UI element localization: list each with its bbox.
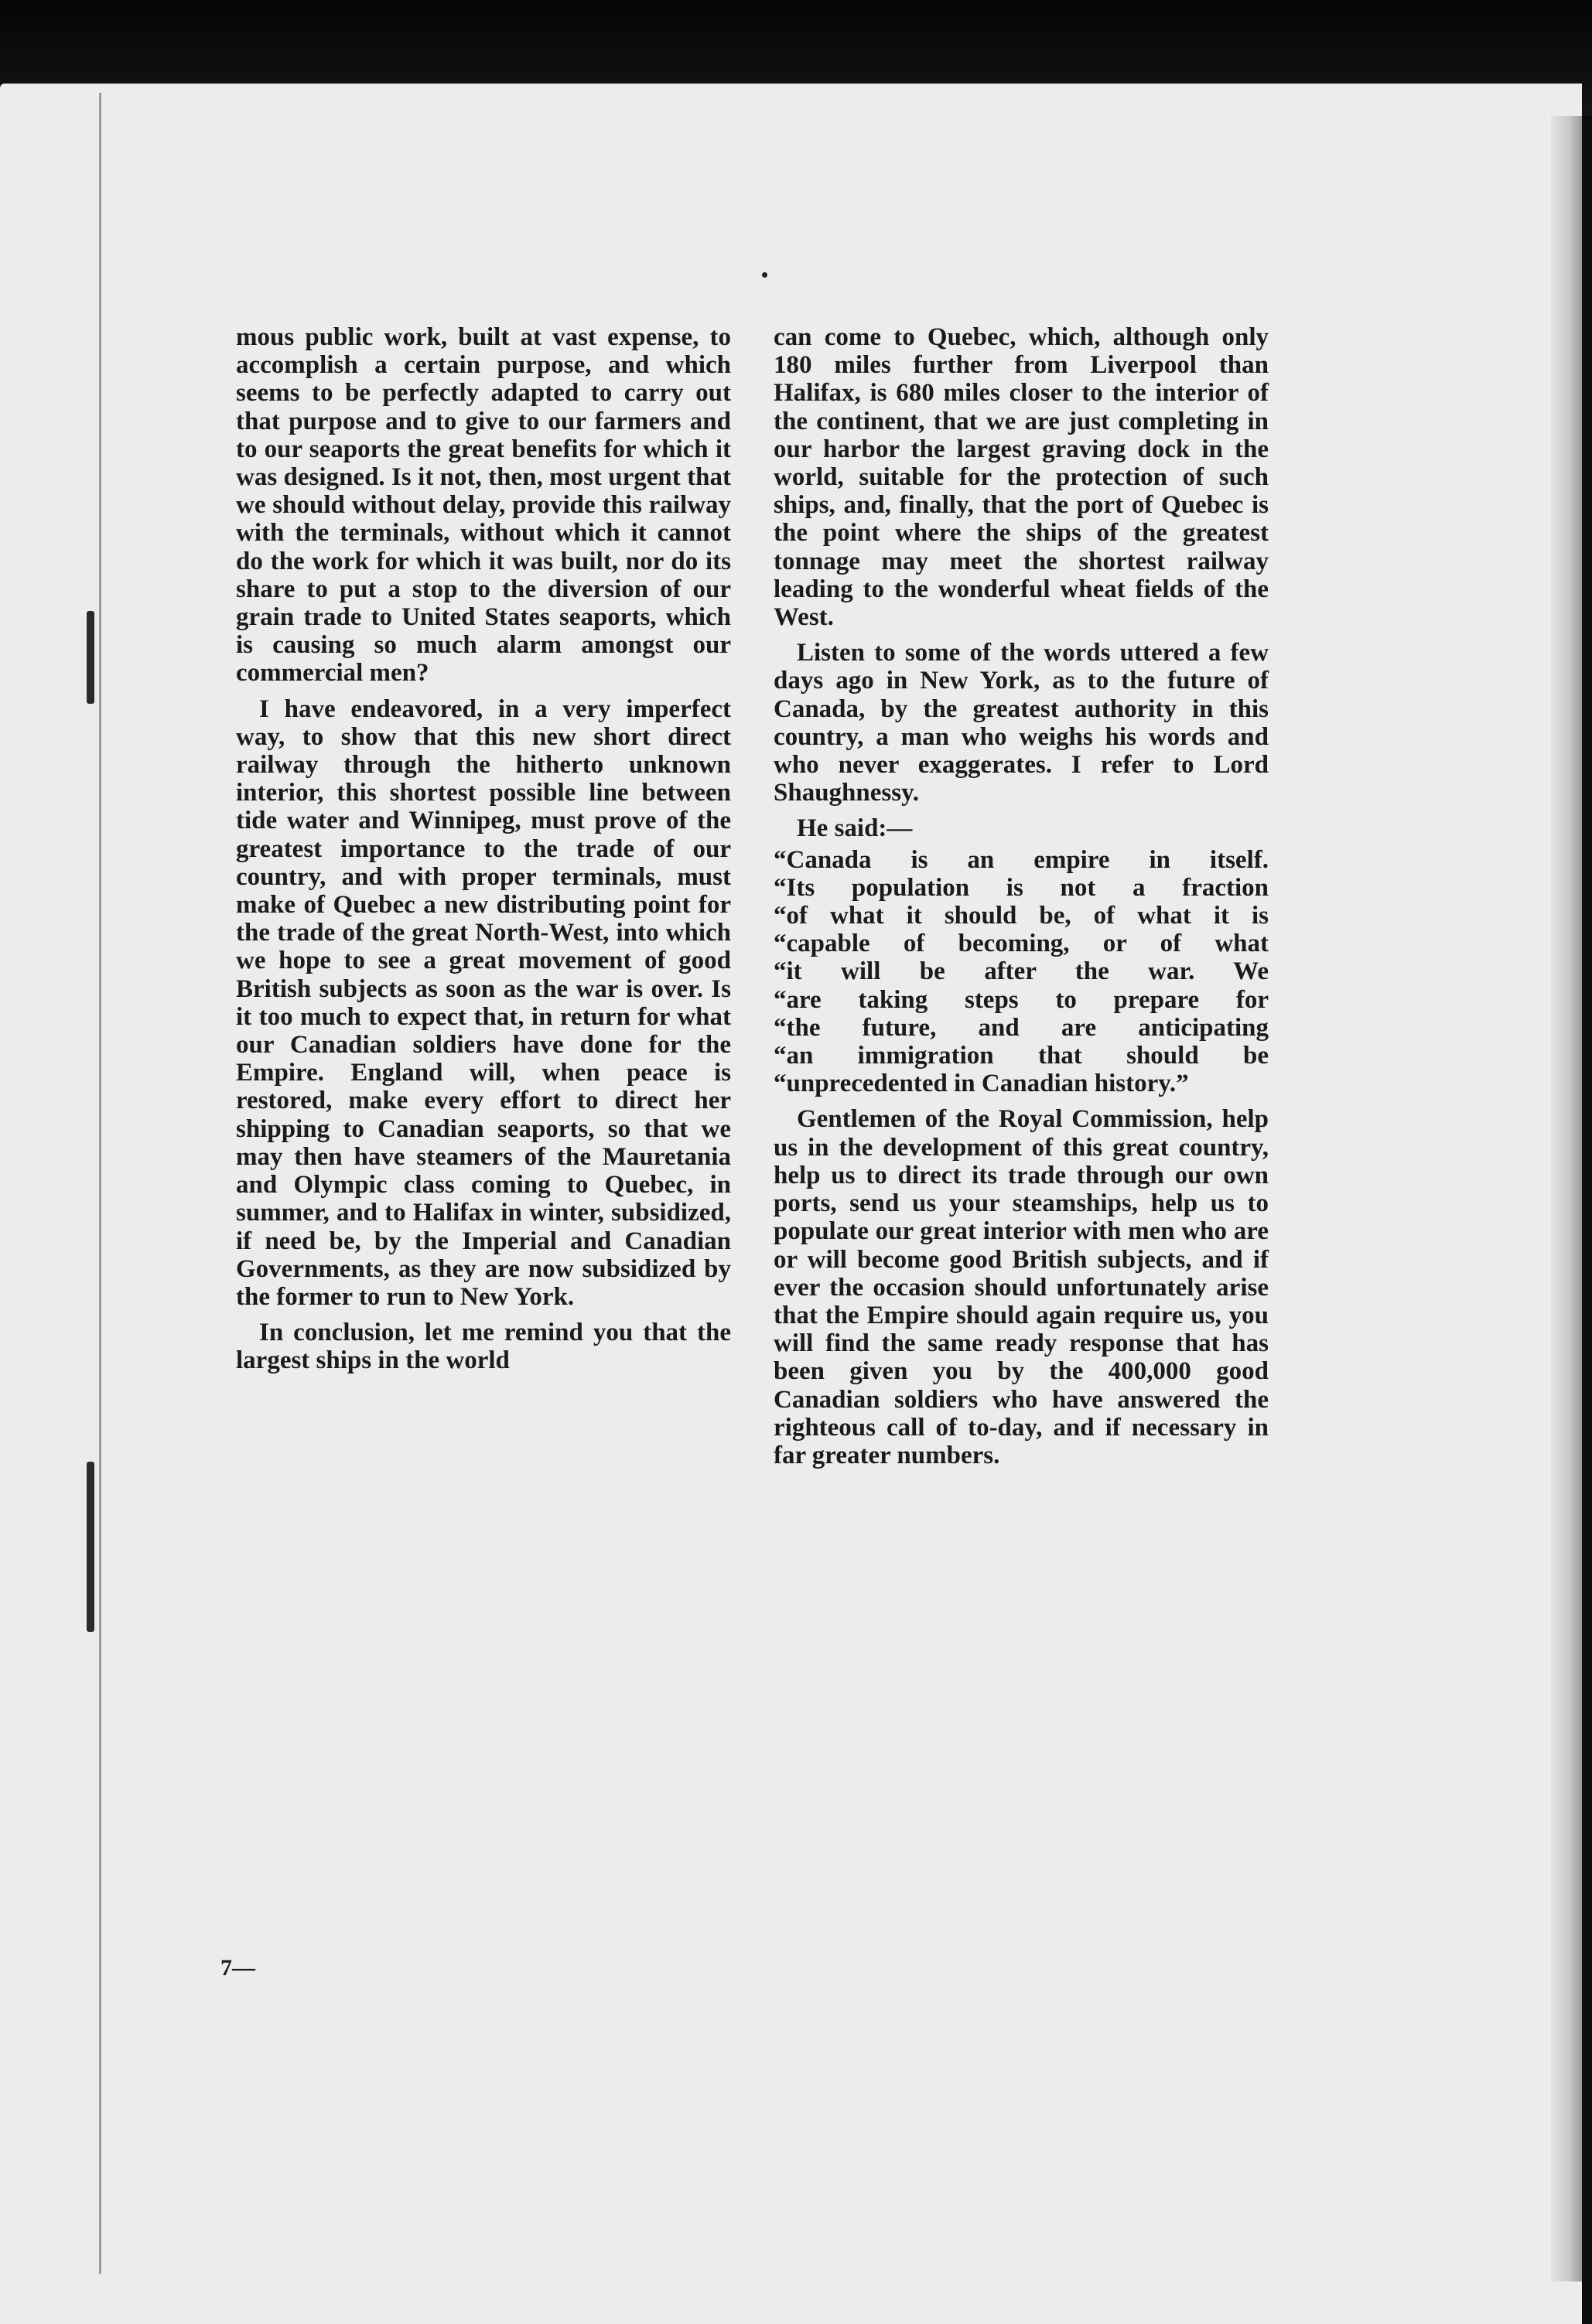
binding-mark-lower bbox=[87, 1462, 94, 1632]
quote-line: “of what it should be, of what it is bbox=[774, 902, 1269, 930]
ink-speck bbox=[762, 272, 767, 278]
page-number: 7— bbox=[220, 1955, 255, 1981]
quote-line: “it will be after the war. We bbox=[774, 957, 1269, 986]
right-text-column bbox=[774, 323, 1269, 1477]
quote-line: “unprecedented in Canadian history.” bbox=[774, 1070, 1189, 1098]
body-paragraph: mous public work, built at vast expense, to accomplish a certain purpose, and which seems to be perfectly adapted to carry out that purpose and to give to our farmers and to our seaports the great benefits for which it was designed. Is it not, then, most urgent that we should without delay, provide this railway with the terminals, without which it cannot do the work for which it was built, nor do its share to put a stop to the diversion of our grain trade to United States seaports, which is causing so much alarm amongst our commercial men? bbox=[236, 323, 731, 688]
page-edge-shadow bbox=[1551, 116, 1582, 2281]
quote-line: “capable of becoming, or of what bbox=[774, 930, 1269, 958]
body-paragraph: In conclusion, let me remind you that the largest ships in the world bbox=[236, 1319, 731, 1375]
quote-line: “Canada is an empire in itself. bbox=[774, 845, 1269, 874]
lord-shaughnessy-quote bbox=[774, 846, 1269, 1098]
quote-line: “the future, and are anticipating bbox=[774, 1013, 1269, 1042]
binding-mark-upper bbox=[87, 611, 94, 704]
body-paragraph: I have endeavored, in a very imperfect way, to show that this new short direct railway through the hitherto unknown interior, this shortest possible line between tide water and Winnipeg, must prove of the greatest importance to the trade of our country, and with proper terminals, must make of Quebec a new distributing point for the trade of the great North-West, into which we hope to see a great movement of good British subjects as soon as the war is over. Is it too much to expect that, in return for what our Canadian soldiers have done for the Empire. England will, when peace is restored, make every effort to direct her shipping to Canadian seaports, so that we may then have steamers of the Mauretania and Olympic class coming to Quebec, in summer, and to Halifax in winter, subsidized, if need be, by the Imperial and Canadian Governments, as they are now subsidized by the former to run to New York. bbox=[236, 694, 731, 1311]
quote-line: “an immigration that should be bbox=[774, 1042, 1269, 1070]
quote-line: “Its population is not a fraction bbox=[774, 873, 1269, 902]
body-paragraph: Listen to some of the words uttered a few days ago in New York, as to the future of Canada, by the greatest authority in this country, a man who weighs his words and who never exaggerates. I refer to Lord Shaughnessy. bbox=[774, 639, 1269, 807]
quote-intro: He said:— bbox=[797, 814, 913, 843]
body-paragraph: Gentlemen of the Royal Commission, help us in the development of this great country, help us to direct its trade through our own ports, send us your steamships, help us to populate our great interior with men who are or will become good British subjects, and if ever the occasion should unfortunately arise that the Empire should again require us, you will find the same ready response that has been given you by the 400,000 good Canadian soldiers who have answered the righteous call of to-day, and if necessary in far greater numbers. bbox=[774, 1105, 1269, 1469]
binding-gutter-line bbox=[99, 93, 101, 2274]
left-text-column bbox=[236, 323, 731, 1383]
quote-line: “are taking steps to prepare for bbox=[774, 985, 1269, 1014]
body-paragraph: can come to Quebec, which, although only 180 miles further from Liverpool than Halifax, is 680 miles closer to the interior of the continent, that we are just completing in our harbor the largest graving dock in the world, suitable for the protection of such ships, and, finally, that the port of Quebec is the point where the ships of the greatest tonnage may meet the shortest railway leading to the wonderful wheat fields of the West. bbox=[774, 323, 1269, 632]
